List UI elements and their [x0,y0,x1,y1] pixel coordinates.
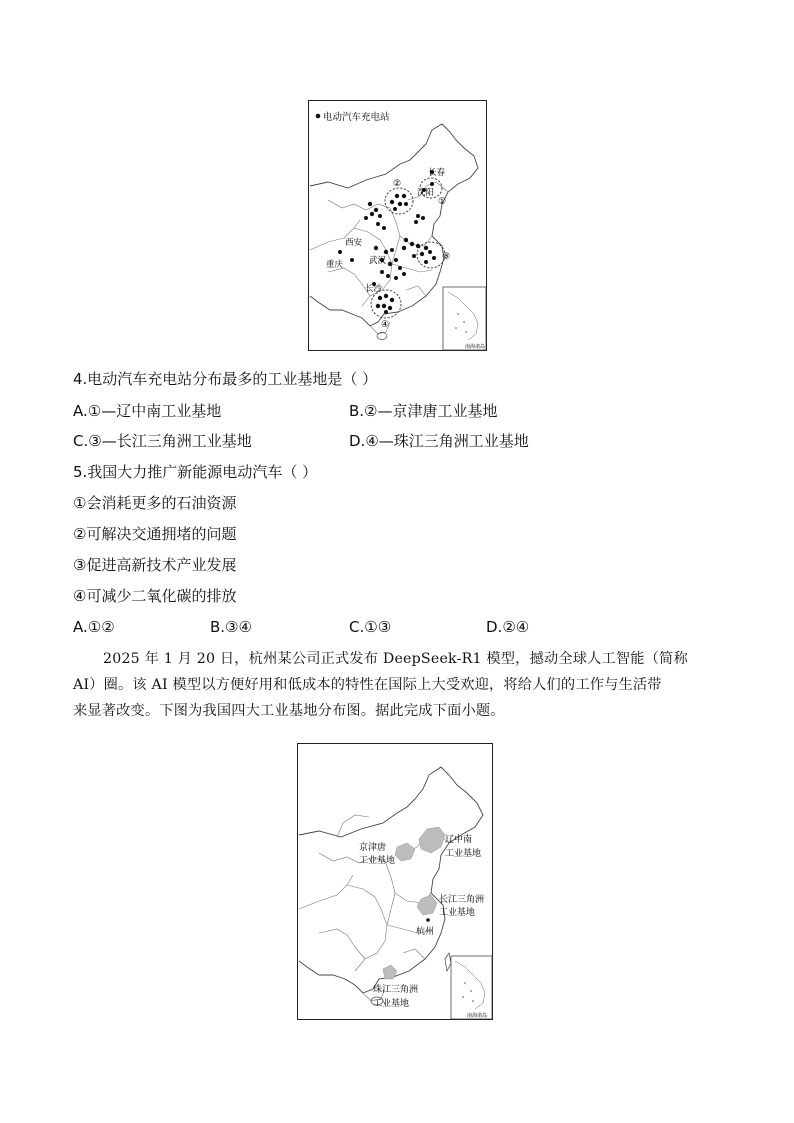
q5-option-d[interactable]: D.②④ [486,618,530,636]
city-label-changchun: 长春 [428,168,446,178]
inset-label: 南海诸岛 [465,344,486,350]
q5-statement-2: ②可解决交通拥堵的问题 [73,525,237,543]
label-liaozhongnan-base: 工业基地 [445,849,482,859]
inset-label: 南海诸岛 [467,1013,488,1019]
label-changjiang-base: 工业基地 [439,908,476,918]
hangzhou-dot-icon [426,918,430,922]
intro-line-1: 2025 年 1 月 20 日，杭州某公司正式发布 DeepSeek-R1 模型，撼动全球人工智能（简称 [103,651,688,667]
circle-label-1: ① [438,197,447,207]
label-hangzhou: 杭州 [416,927,435,937]
legend-label: 电动汽车充电站 [323,112,390,123]
q4-option-d[interactable]: D.④—珠江三角洲工业基地 [349,432,529,450]
circle-label-4: ④ [381,320,390,330]
intro-line-3: 来显著改变。下图为我国四大工业基地分布图。据此完成下面小题。 [73,703,505,719]
circle-label-2: ② [393,179,402,189]
label-jingjintang: 京津唐 [359,843,387,853]
label-jingjintang-base: 工业基地 [359,856,396,866]
label-changjiang: 长江三角洲 [439,895,485,905]
intro-line-2: AI）圈。该 AI 模型以方便好用和低成本的特性在国际上大受欢迎，将给人们的工作与生活带 [73,677,662,693]
q4-option-c[interactable]: C.③—长江三角洲工业基地 [73,432,252,450]
label-zhujiang: 珠江三角洲 [373,985,419,995]
circle-label-3: ③ [442,252,451,262]
q5-statement-1: ①会消耗更多的石油资源 [73,494,237,512]
label-zhujiang-base: 工业基地 [373,999,410,1009]
q5-statement-3: ③促进高新技术产业发展 [73,556,237,574]
q4-stem: 4.电动汽车充电站分布最多的工业基地是（ ） [73,370,378,388]
charging-station-map [308,100,487,351]
city-label-wuhan: 武汉 [369,256,387,266]
q5-stem: 5.我国大力推广新能源电动汽车（ ） [73,463,318,481]
city-label-xian: 西安 [345,238,363,248]
industrial-base-map-svg [297,743,493,1020]
q4-option-b[interactable]: B.②—京津唐工业基地 [349,402,498,420]
city-label-shenyang: 沈阳 [417,188,435,198]
industrial-base-map [297,743,493,1020]
charging-station-map-svg [308,100,487,351]
city-label-chongqing: 重庆 [326,260,344,270]
intro-paragraph [73,646,733,724]
q5-option-c[interactable]: C.①③ [349,618,392,636]
legend-dot-icon [316,114,321,119]
q5-option-b[interactable]: B.③④ [210,618,252,636]
q4-option-a[interactable]: A.①—辽中南工业基地 [73,402,222,420]
label-liaozhongnan: 辽中南 [445,835,473,845]
q5-statement-4: ④可减少二氧化碳的排放 [73,587,237,605]
q5-option-a[interactable]: A.①② [73,618,115,636]
city-label-changsha: 长沙 [365,284,383,294]
